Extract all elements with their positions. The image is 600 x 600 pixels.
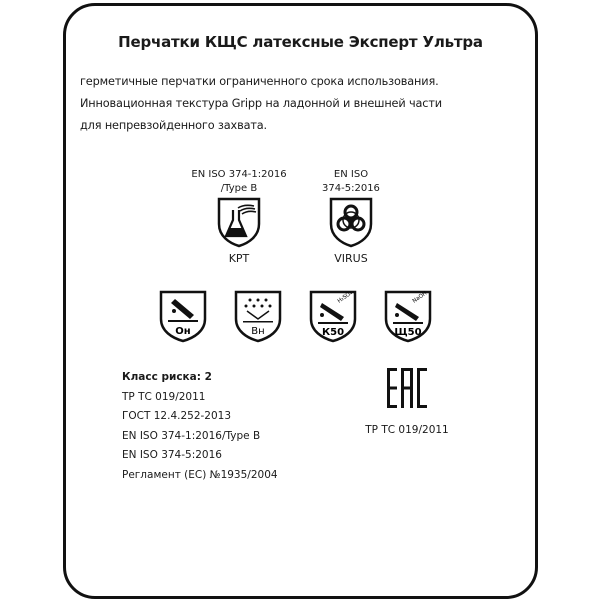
- chemical-flask-icon: [184, 196, 294, 248]
- certification-item: EN ISO 374-1:2016/Type B: [122, 429, 261, 442]
- water-splash-icon: [233, 289, 283, 339]
- risk-class: Класс риска: 2: [122, 371, 212, 383]
- certification-item: EN ISO 374-5:2016: [122, 449, 222, 461]
- pictogram-row: [158, 289, 433, 339]
- certification-item: ГОСТ 12.4.252-2013: [122, 410, 232, 422]
- svg-text:NaOH: NaOH: [411, 290, 429, 305]
- standard-code: VIRUS: [334, 252, 368, 265]
- oil-drip-icon: [158, 289, 208, 339]
- acid-h2so4-icon: [308, 289, 358, 339]
- standard-label: EN ISO: [333, 169, 369, 180]
- certification-item: Регламент (ЕС) №1935/2004: [122, 468, 278, 481]
- certification-item: ТР ТС 019/2011: [122, 390, 206, 403]
- description-line: герметичные перчатки ограниченного срока использования.: [80, 75, 439, 88]
- alkali-naoh-icon: [383, 289, 433, 339]
- standard-en-iso-374-1: [184, 168, 294, 266]
- eac-mark: [362, 366, 452, 436]
- standard-label: 374-5:2016: [322, 183, 380, 194]
- certification-list: [122, 368, 278, 485]
- svg-text:Вн: Вн: [251, 326, 265, 337]
- standard-label: EN ISO 374-1:2016: [191, 169, 287, 180]
- svg-text:Он: Он: [175, 326, 191, 337]
- standard-en-iso-374-5: [306, 168, 396, 266]
- product-title: Перчатки КЩС латексные Эксперт Ультра: [118, 33, 483, 51]
- svg-text:К50: К50: [321, 327, 345, 338]
- svg-text:H₂SO₄: H₂SO₄: [336, 290, 354, 305]
- svg-text:Щ50: Щ50: [394, 327, 422, 338]
- eac-logo-icon: [362, 366, 452, 414]
- biohazard-icon: [306, 196, 396, 248]
- product-info-card: [63, 3, 538, 599]
- description-line: Инновационная текстура Gripp на ладонной и внешней части: [80, 97, 442, 110]
- description-line: для непревзойденного захвата.: [80, 119, 268, 132]
- standard-label: /Type B: [220, 183, 258, 194]
- product-description: [80, 71, 530, 137]
- eac-caption: ТР ТС 019/2011: [365, 424, 449, 436]
- standard-code: KPT: [228, 252, 250, 265]
